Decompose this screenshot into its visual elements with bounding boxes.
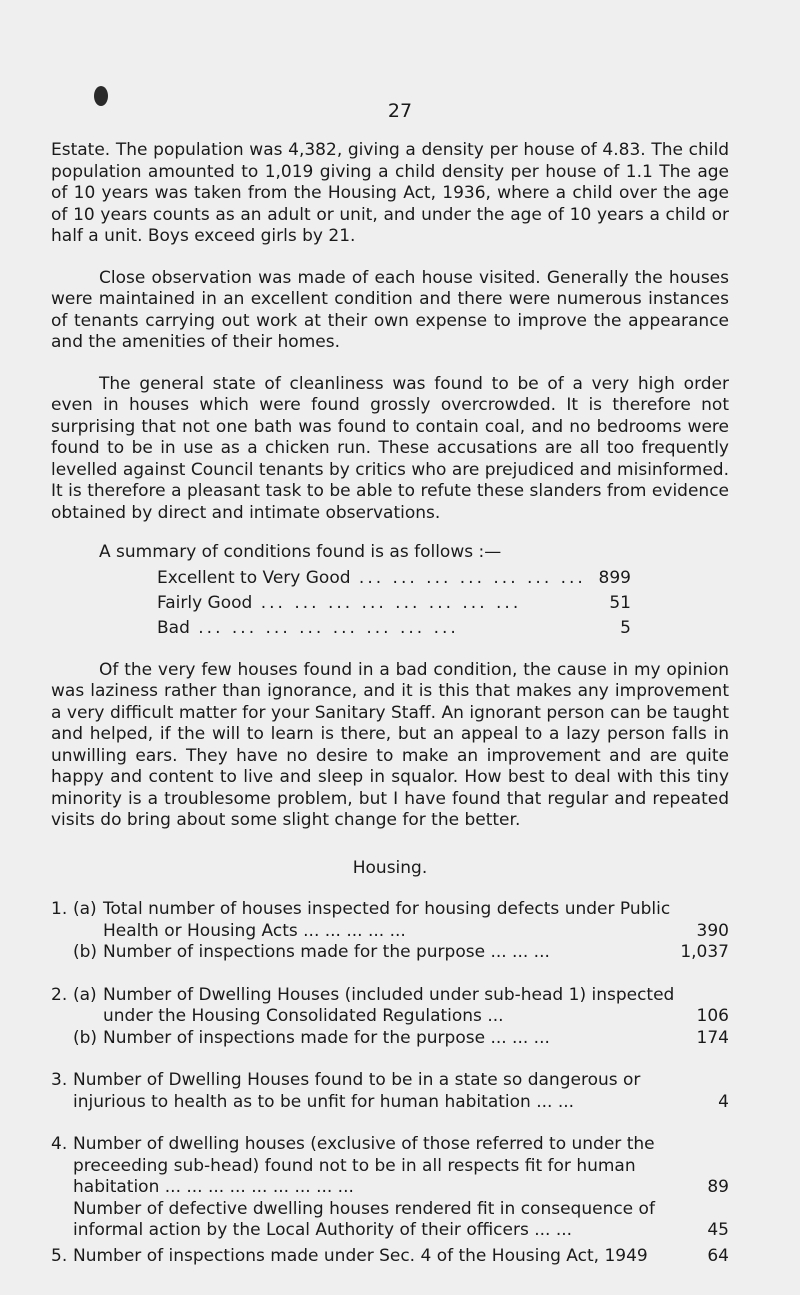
item-value: 390 bbox=[696, 920, 729, 941]
item-subletter: (b) bbox=[73, 1027, 98, 1048]
item-value: 1,037 bbox=[680, 942, 729, 962]
item-subletter: (a) bbox=[73, 899, 97, 919]
paragraph-observation: Close observation was made of each house visited. Generally the houses were maintained in an excellent condition and there were numerous instances of tenants carrying out work at their own expense to improve the appearance and the amenities of their homes. bbox=[51, 267, 729, 352]
summary-label: Bad ... . bbox=[157, 616, 587, 641]
item-subletter: (b) bbox=[73, 942, 98, 962]
housing-item-4-informal bbox=[73, 1199, 729, 1242]
item-text: Number of Dwelling Houses found to be in a state so dangerous or injurious to health as to be unfit for human habitation ... ... bbox=[73, 1070, 641, 1112]
item-value: 45 bbox=[707, 1220, 729, 1240]
housing-item-1b bbox=[51, 942, 729, 964]
summary-row bbox=[157, 591, 631, 616]
item-number bbox=[51, 942, 73, 964]
housing-item-2b bbox=[51, 1028, 729, 1050]
item-text: Number of dwelling houses (exclusive of those referred to under the preceeding sub-head) found not to be in all respects fit for human habitation ... ... ... ... ... ... ... ... ... bbox=[73, 1134, 655, 1197]
paragraph-cleanliness: The general state of cleanliness was found to be of a very high order even in houses which were found grossly overcrowded. It is therefore not surprising that not one bath was found to contain coal, and no bedrooms were found to be in use as a chicken run. These accusations are all too frequently levelled against Council tenants by critics who are prejudiced and misinformed. It is therefore a pleasant task to be able to refute these slanders from evidence obtained by direct and intimate observations. bbox=[51, 373, 729, 523]
item-text: Total number of houses inspected for housing defects under Public Health or Housing Acts ... ... ... ... ... bbox=[103, 899, 671, 941]
summary-label: Fairly Good ... . bbox=[157, 591, 587, 616]
item-subletter: (a) bbox=[73, 984, 97, 1005]
conditions-summary bbox=[99, 542, 729, 641]
item-text: Number of inspections made for the purpose ... ... ... bbox=[103, 942, 550, 962]
summary-value: 51 bbox=[609, 592, 631, 613]
summary-row bbox=[157, 616, 631, 641]
housing-item-5 bbox=[51, 1246, 729, 1268]
item-text: Number of defective dwelling houses rendered fit in consequence of informal action by the Local Authority of their officers ... ... bbox=[73, 1198, 655, 1240]
summary-value: 5 bbox=[620, 617, 631, 638]
section-heading-housing: Housing. bbox=[352, 857, 428, 878]
summary-label: Excellent to Very Good ... . bbox=[157, 566, 587, 591]
item-number: 2. bbox=[51, 984, 68, 1005]
housing-item-1a bbox=[51, 899, 729, 942]
item-value: 106 bbox=[696, 1006, 729, 1026]
item-value: 4 bbox=[718, 1091, 729, 1112]
paragraph-population: Estate. The population was 4,382, giving a density per house of 4.83. The child population amounted to 1,019 giving a child density per house of 1.1 The age of 10 years was taken from the Housing Act, 1936, where a child over the age of 10 years counts as an adult or unit, and under the age of 10 years a child or half a unit. Boys exceed girls by 21. bbox=[51, 140, 729, 246]
housing-item-4 bbox=[51, 1134, 729, 1199]
item-number: 4. bbox=[51, 1134, 68, 1154]
summary-value: 899 bbox=[598, 567, 631, 588]
item-text: Number of inspections made for the purpose ... ... ... bbox=[103, 1027, 550, 1048]
item-number bbox=[51, 1028, 73, 1050]
item-value: 64 bbox=[707, 1245, 729, 1266]
page-number: 27 bbox=[387, 100, 413, 122]
paragraph-bad-condition: Of the very few houses found in a bad condition, the cause in my opinion was laziness rather than ignorance, and it is this that makes any improvement a very difficult matter for your Sanitary Staff. An ignorant person can be taught and helped, if the will to learn is there, but an appeal to a lazy person falls in unwilling ears. They have no desire to make an improvement and are quite happy and content to live and sleep in squalor. How best to deal with this tiny minority is a troublesome problem, but I have found that regular and repeated visits do bring about some slight change for the better. bbox=[51, 659, 729, 830]
item-number: 1. bbox=[51, 899, 68, 919]
item-text: Number of inspections made under Sec. 4 of the Housing Act, 1949 bbox=[73, 1245, 648, 1266]
item-text: Number of Dwelling Houses (included under sub-head 1) inspected under the Housing Consolidated Regulations ... bbox=[103, 984, 675, 1026]
item-number: 5. bbox=[51, 1245, 68, 1266]
summary-intro: A summary of conditions found is as follows :— bbox=[99, 542, 502, 562]
document-body bbox=[51, 140, 729, 1267]
item-value: 174 bbox=[696, 1027, 729, 1048]
summary-row bbox=[157, 566, 631, 591]
housing-item-3 bbox=[51, 1070, 729, 1113]
item-number: 3. bbox=[51, 1070, 68, 1090]
housing-item-2a bbox=[51, 985, 729, 1028]
item-value: 89 bbox=[707, 1177, 729, 1197]
